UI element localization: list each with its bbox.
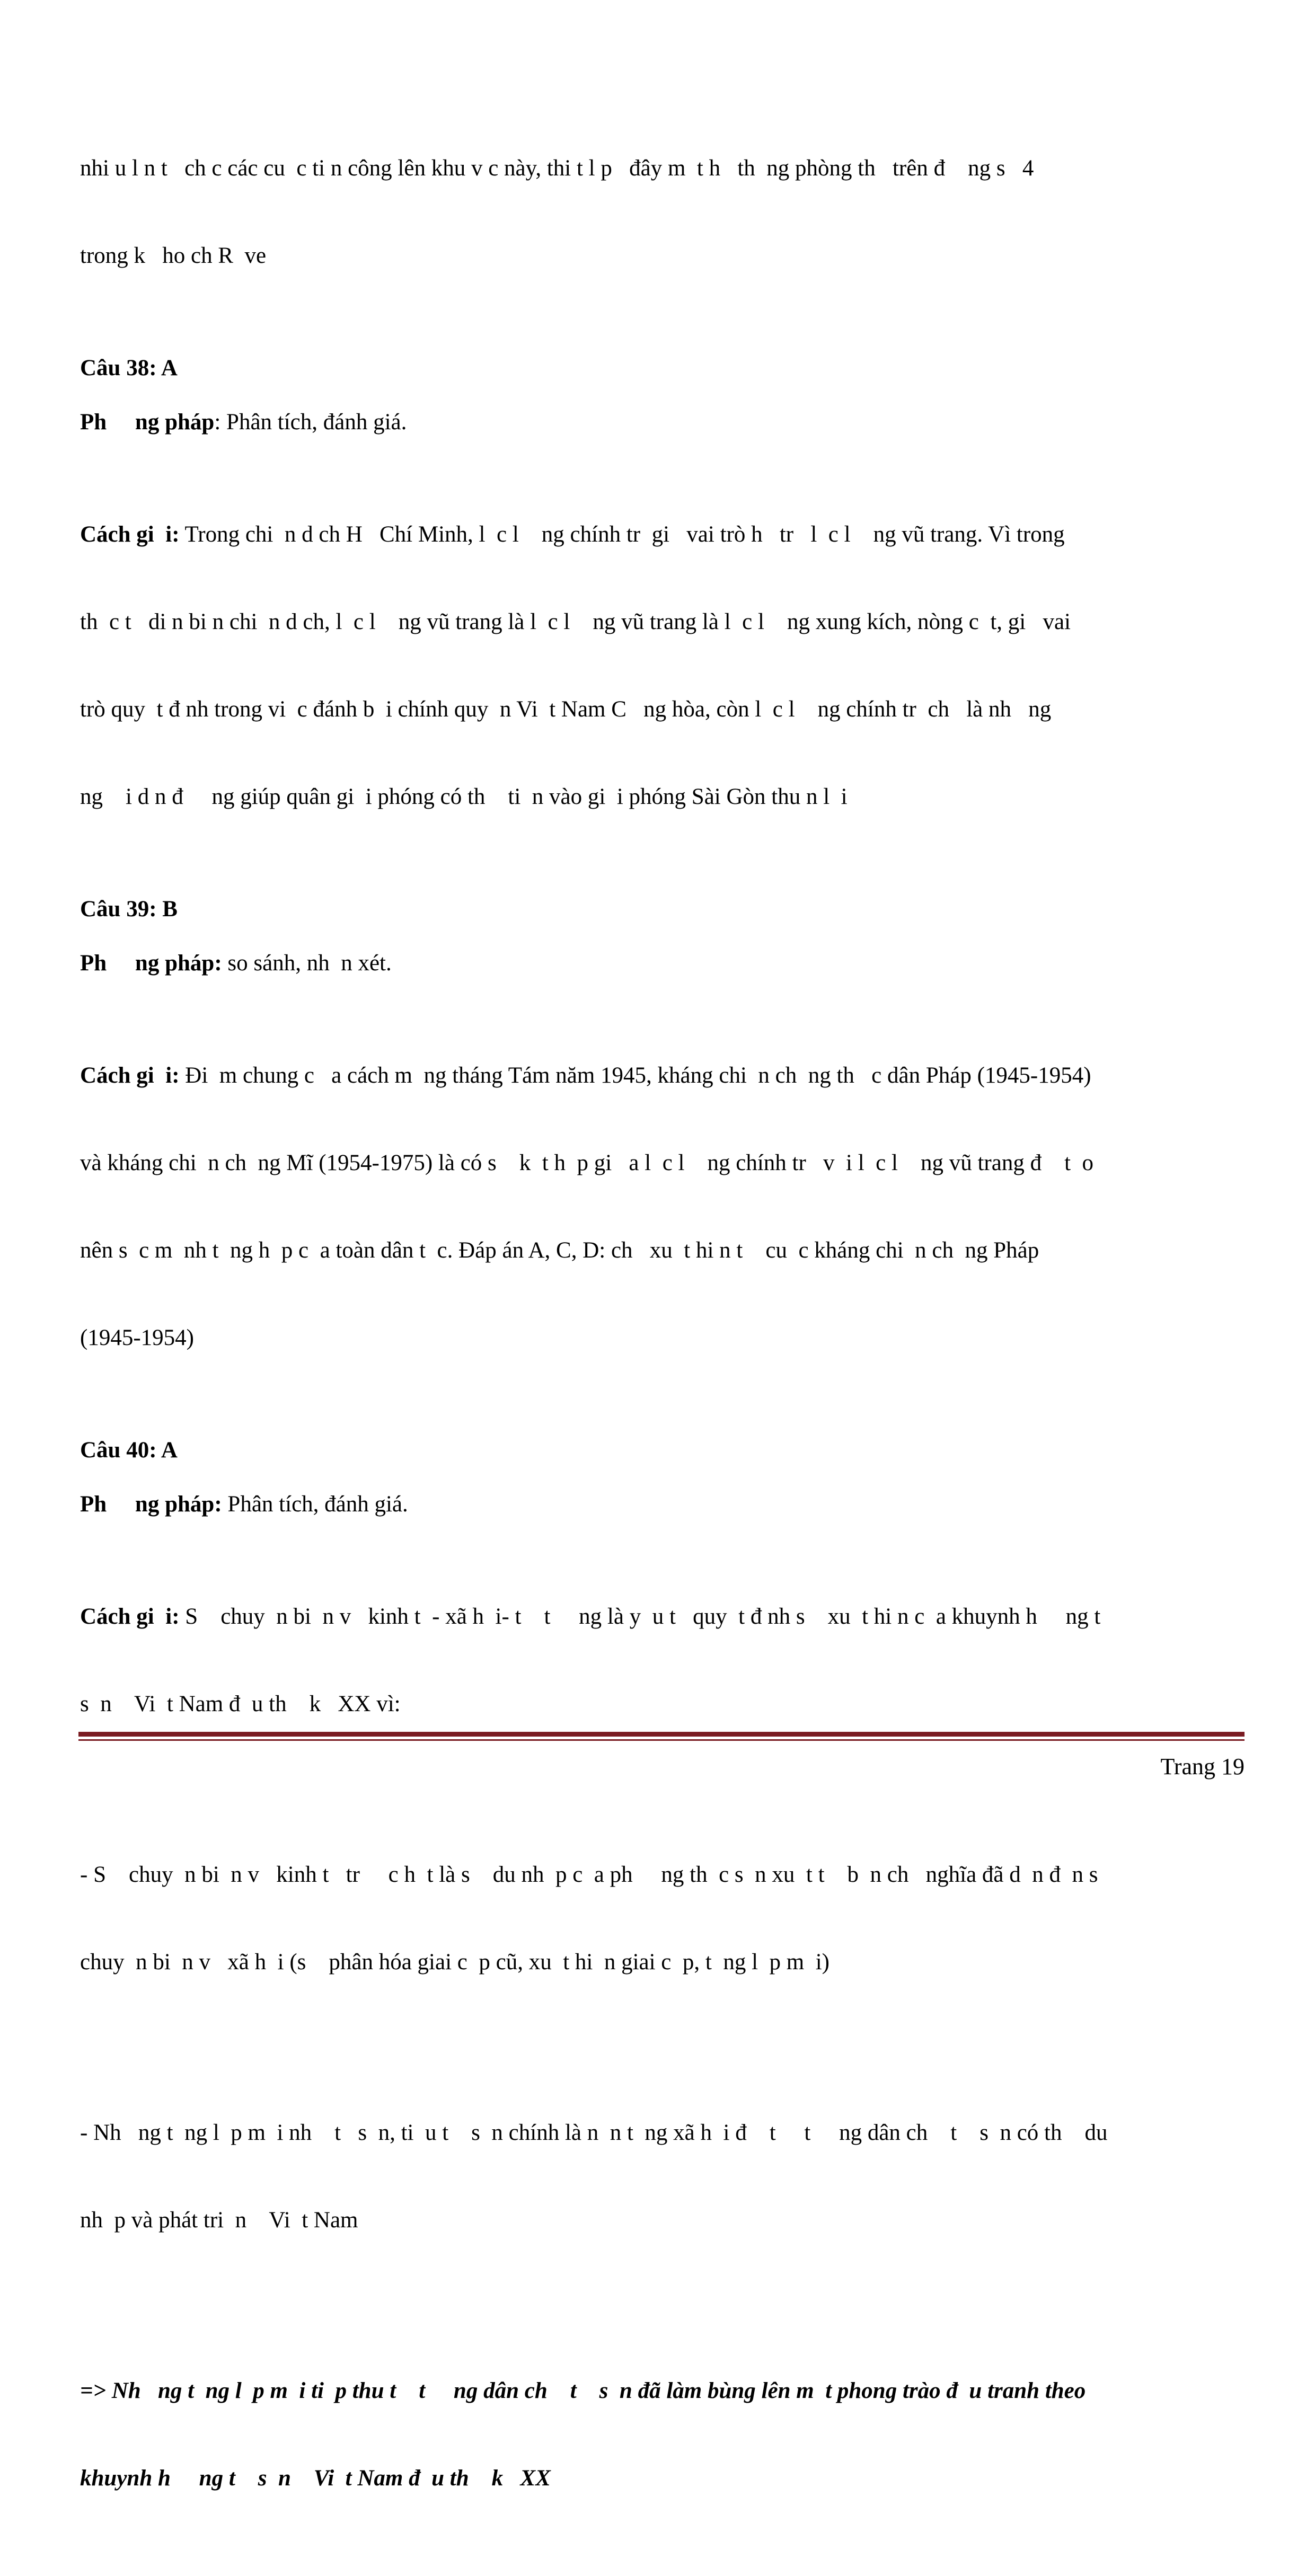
- solution-line: (1945-1954): [80, 1325, 194, 1350]
- method-label: Ph ng pháp: [80, 410, 215, 435]
- question-40-heading: Câu 40: A: [80, 1438, 178, 1463]
- solution-text: S chuy n bi n v kinh t - xã h i- t t ng là y u t quy t đ nh s xu t hi n c a khuynh h ng t: [179, 1604, 1101, 1629]
- solution-text: Đi m chung c a cách m ng tháng Tám năm 1945, kháng chi n ch ng th c dân Pháp (1945-1954): [179, 1063, 1091, 1088]
- solution-label: Cách gi i:: [80, 1063, 180, 1088]
- solution-label: Cách gi i:: [80, 1604, 180, 1629]
- question-39-solution: [80, 1003, 1246, 1411]
- question-38-heading: Câu 38: A: [80, 356, 178, 380]
- solution-line: và kháng chi n ch ng Mĩ (1954-1975) là có s k t h p gi a l c l ng chính tr v i l c l ng vũ trang đ t o: [80, 1150, 1094, 1175]
- bullet-line: nh p và phát tri n Vi t Nam: [80, 2208, 358, 2233]
- solution-line: s n Vi t Nam đ u th k XX vì:: [80, 1692, 401, 1716]
- footer-rule-thin: [78, 1739, 1245, 1741]
- question-39-heading: Câu 39: B: [80, 897, 178, 922]
- solution-line: nên s c m nh t ng h p c a toàn dân t c. Đáp án A, C, D: ch xu t hi n t cu c kháng chi n ch ng Pháp: [80, 1238, 1039, 1263]
- solution-line: [80, 1061, 1246, 1090]
- intro-line: nhi u l n t ch c các cu c ti n công lên khu v c này, thi t l p đây m t h th ng phòng th trên đ ng s 4: [80, 156, 1034, 181]
- method-text: so sánh, nh n xét.: [222, 951, 392, 976]
- method-label: Ph ng pháp:: [80, 951, 222, 976]
- method-text: : Phân tích, đánh giá.: [214, 410, 407, 435]
- method-text: Phân tích, đánh giá.: [222, 1492, 408, 1517]
- intro-paragraph: [80, 95, 1246, 329]
- method-label: Ph ng pháp:: [80, 1492, 222, 1517]
- bullet-line: chuy n bi n v xã h i (s phân hóa giai c p cũ, xu t hi n giai c p, t ng l p m i): [80, 1950, 830, 1975]
- solution-line: [80, 1602, 1246, 1631]
- solution-text: Trong chi n d ch H Chí Minh, l c l ng chính tr gi vai trò h tr l c l ng vũ trang. Vì trong: [179, 522, 1065, 547]
- question-40-solution: [80, 1544, 1246, 1777]
- page-number: Trang 19: [1160, 1754, 1245, 1780]
- question-38-method: [80, 408, 1246, 437]
- question-40-bullet: [80, 2060, 1246, 2293]
- solution-line: ng i d n đ ng giúp quân gi i phóng có th ti n vào gi i phóng Sài Gòn thu n l i: [80, 784, 848, 809]
- solution-line: trò quy t đ nh trong vi c đánh b i chính quy n Vi t Nam C ng hòa, còn l c l ng chính tr ch là nh ng: [80, 697, 1052, 722]
- question-40-method: [80, 1490, 1246, 1519]
- conclusion-line: => Nh ng t ng l p m i ti p thu t t ng dân ch t s n đã làm bùng lên m t phong trào đ u tranh theo: [80, 2378, 1086, 2403]
- footer-rule: [78, 1732, 1245, 1737]
- question-39-method: [80, 949, 1246, 978]
- solution-label: Cách gi i:: [80, 522, 180, 547]
- bullet-line: - Nh ng t ng l p m i nh t s n, ti u t s n chính là n n t ng xã h i đ t t ng dân ch t s n có th du: [80, 2120, 1108, 2145]
- bullet-line: - S chuy n bi n v kinh t tr c h t là s du nh p c a ph ng th c s n xu t t b n ch nghĩa đã d n đ n s: [80, 1862, 1098, 1887]
- solution-line: [80, 520, 1246, 549]
- question-40-bullet: [80, 1802, 1246, 2035]
- page-content: [80, 95, 1246, 2576]
- question-38-solution: [80, 462, 1246, 870]
- conclusion-line: khuynh h ng t s n Vi t Nam đ u th k XX: [80, 2466, 551, 2491]
- question-40-conclusion: [80, 2318, 1246, 2551]
- intro-line: trong k ho ch R ve: [80, 243, 267, 268]
- solution-line: th c t di n bi n chi n d ch, l c l ng vũ trang là l c l ng vũ trang là l c l ng xung kích, nòng c t, gi vai: [80, 609, 1071, 634]
